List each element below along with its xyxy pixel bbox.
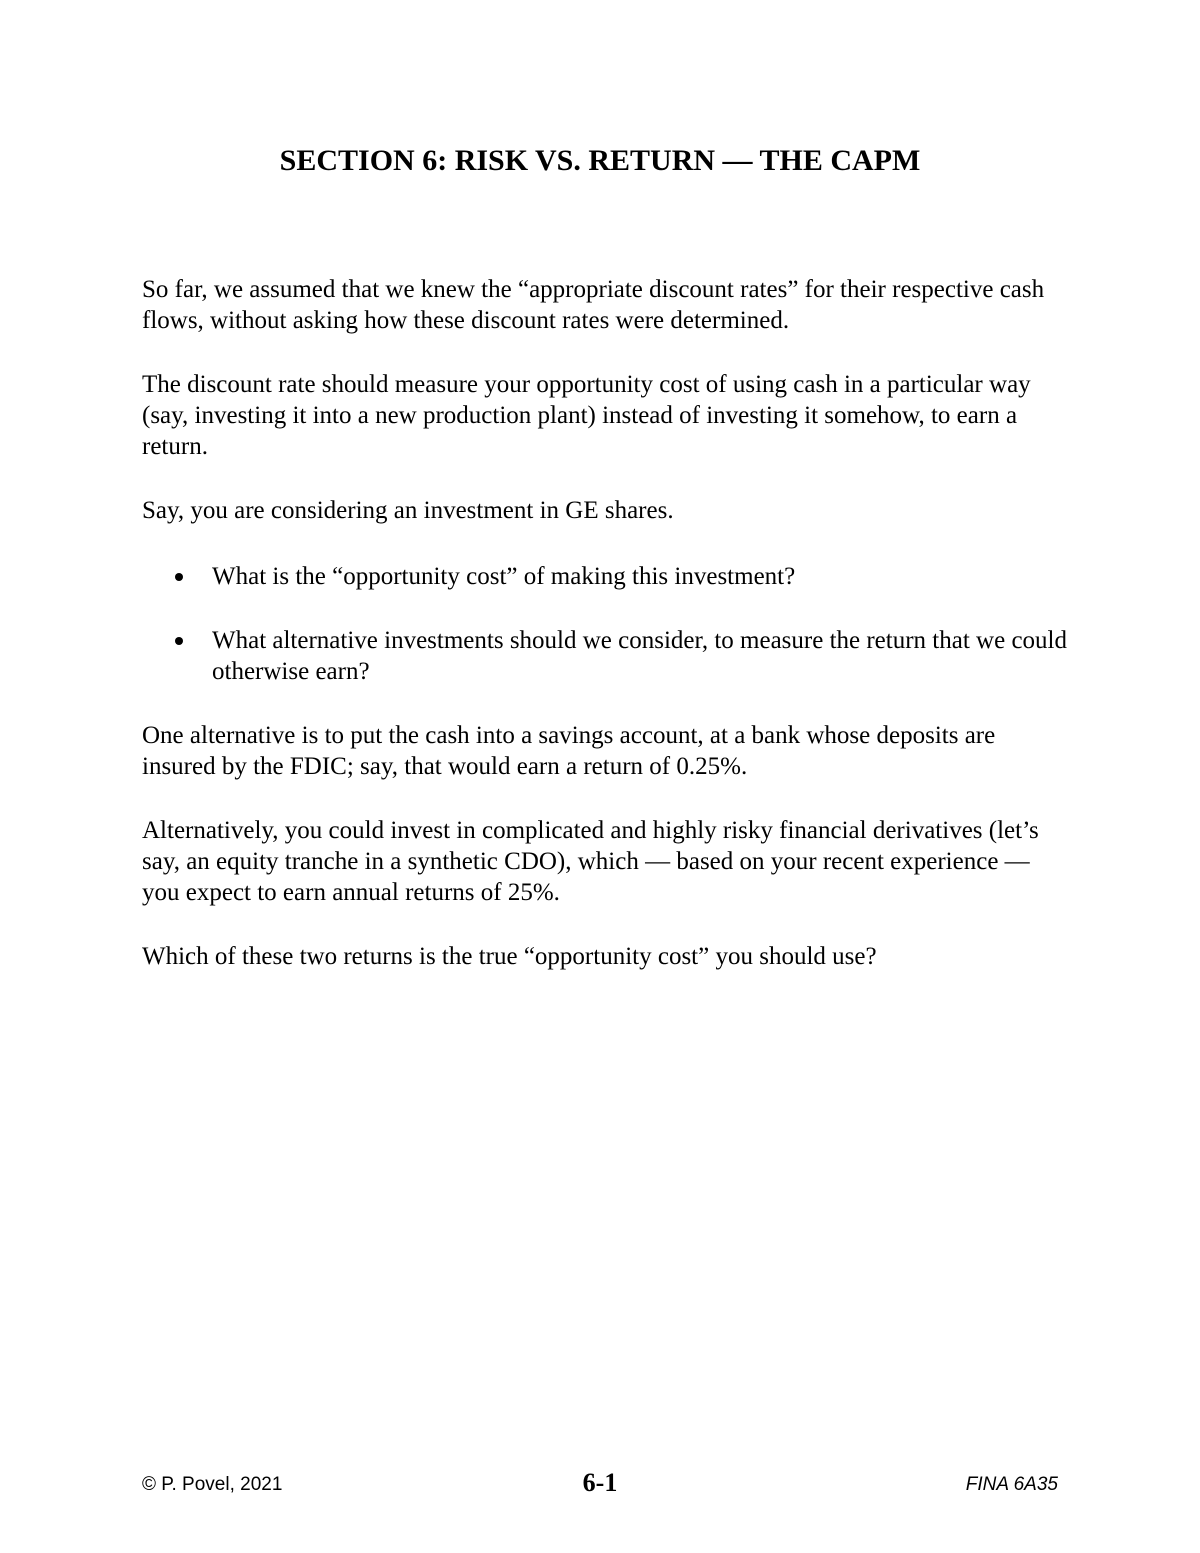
- page-title: SECTION 6: RISK VS. RETURN — THE CAPM: [279, 144, 921, 177]
- bullet-icon: [175, 637, 183, 645]
- paragraph-ge-shares: Say, you are considering an investment in GE shares.: [142, 497, 674, 524]
- bullet-icon: [175, 573, 183, 581]
- paragraph-intro: So far, we assumed that we knew the “appropriate discount rates” for their respective cash flows, without asking how these discount rates were determined.: [142, 276, 1045, 334]
- paragraph-question: Which of these two returns is the true “opportunity cost” you should use?: [142, 943, 877, 970]
- footer-copyright: © P. Povel, 2021: [142, 1474, 283, 1495]
- paragraph-discount-rate: The discount rate should measure your opportunity cost of using cash in a particular way (say, investing it into a new production plant) instead of investing it somehow, to earn a return.: [142, 371, 1031, 460]
- paragraph-derivatives: Alternatively, you could invest in complicated and highly risky financial derivatives (let’s say, an equity tranche in a synthetic CDO), which — based on your recent experience — you expect to earn annual returns of 25%.: [142, 817, 1039, 906]
- list-item-text: What alternative investments should we consider, to measure the return that we could otherwise earn?: [212, 627, 1067, 685]
- footer-page-number: 6-1: [582, 1468, 618, 1497]
- paragraph-savings-account: One alternative is to put the cash into a savings account, at a bank whose deposits are insured by the FDIC; say, that would earn a return of 0.25%.: [142, 722, 996, 780]
- footer-course-code: FINA 6A35: [965, 1474, 1058, 1495]
- list-item-text: What is the “opportunity cost” of making this investment?: [212, 563, 796, 590]
